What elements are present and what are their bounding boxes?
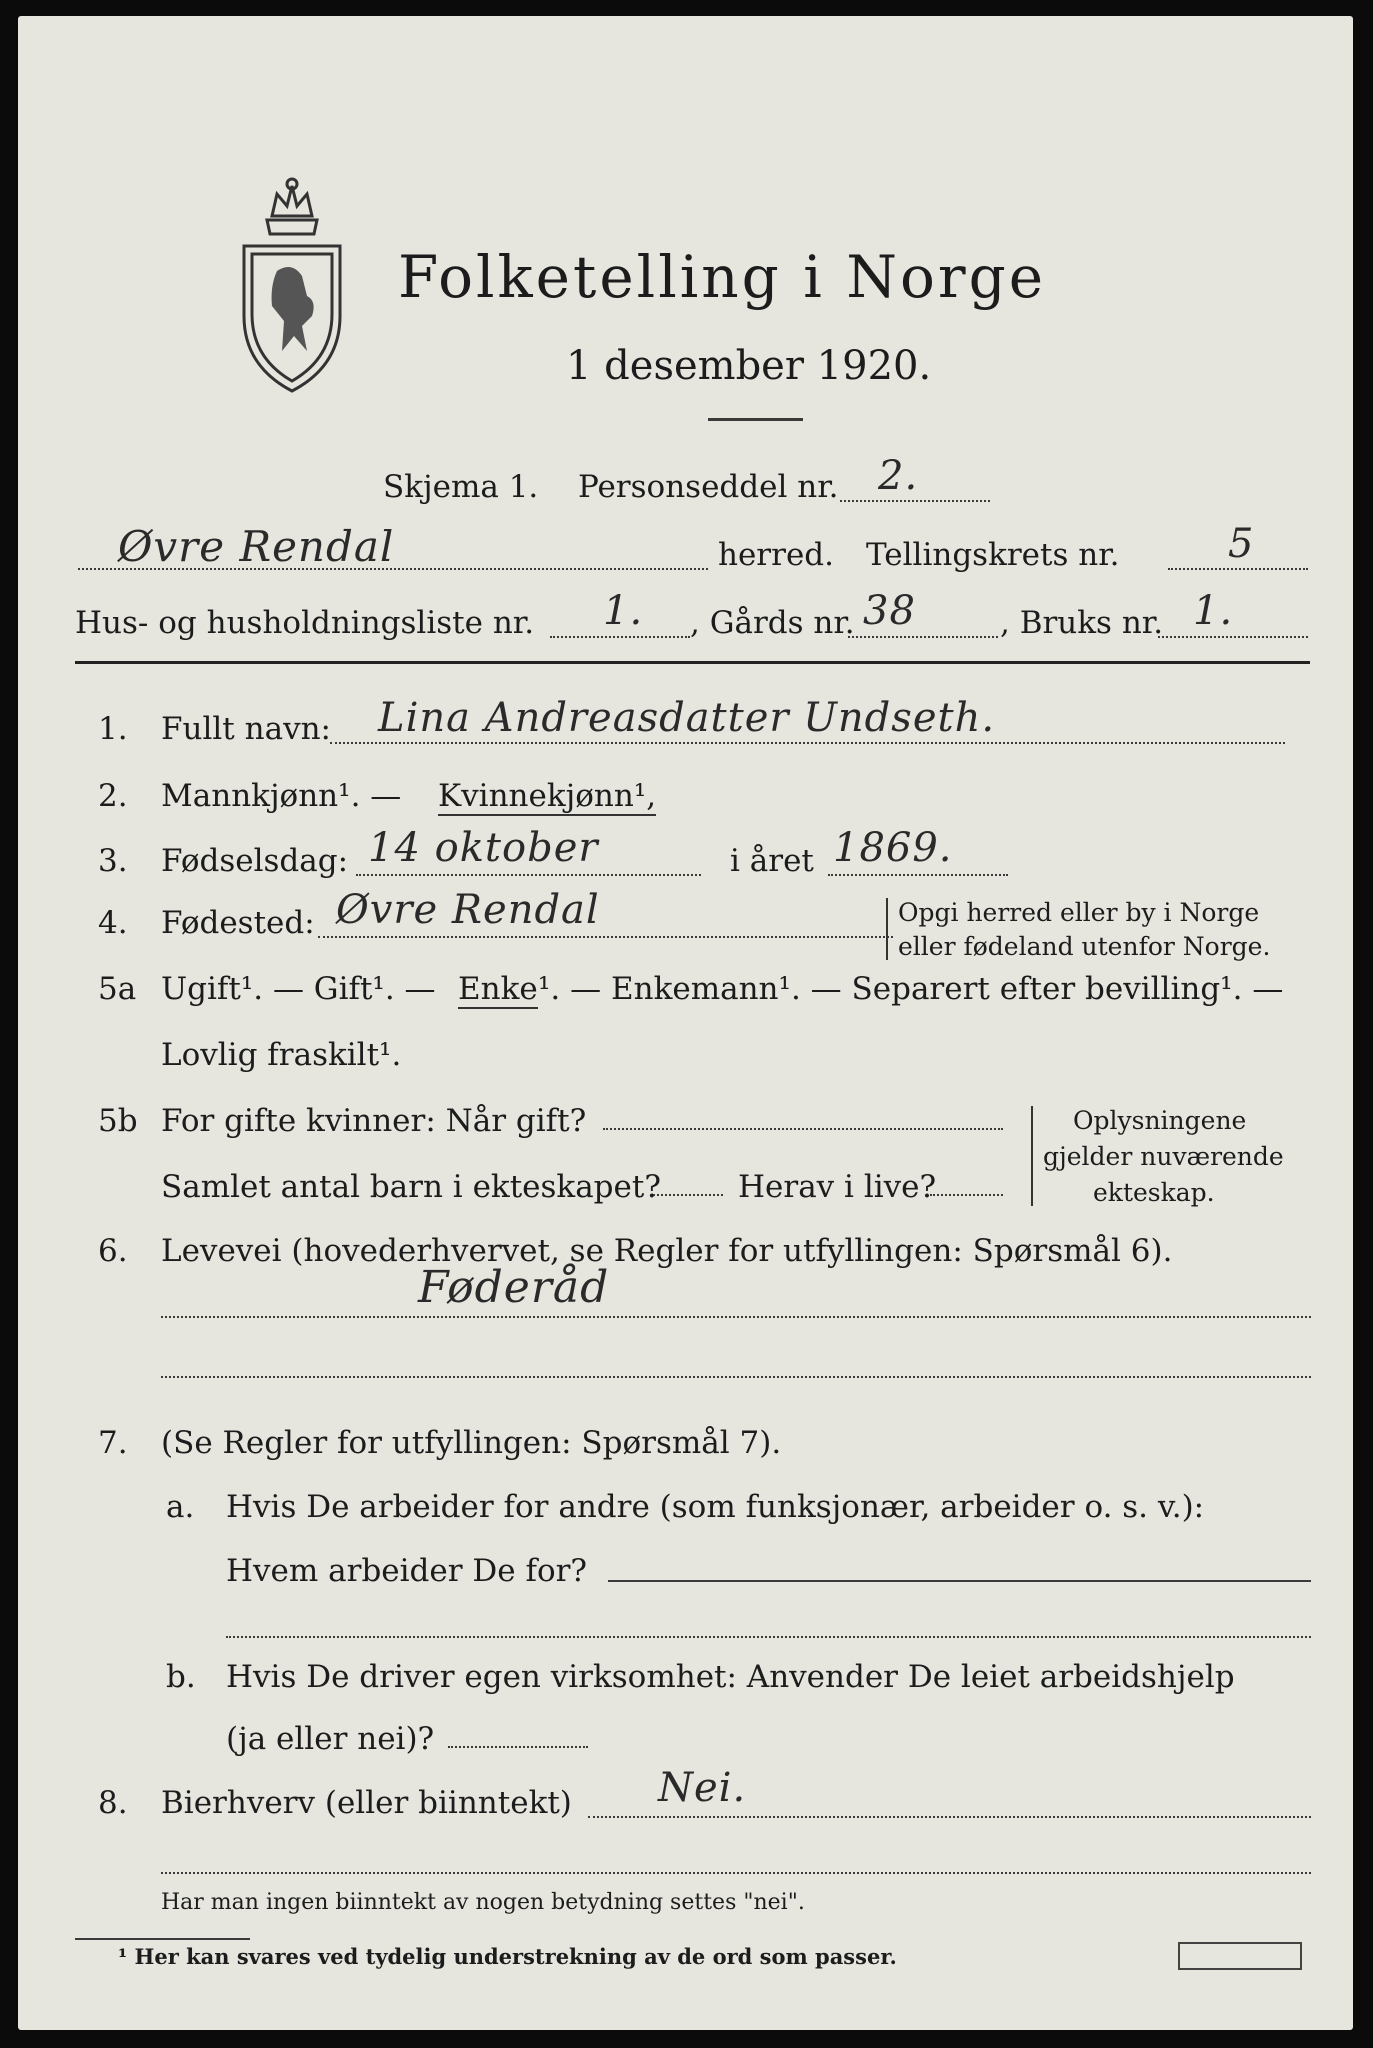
- marital-widow-option[interactable]: Enke: [458, 971, 538, 1007]
- marital-options-rest[interactable]: ¹. — Enkemann¹. — Separert efter bevilling¹. —: [538, 971, 1284, 1007]
- gender-male-option[interactable]: Mannkjønn¹. —: [161, 778, 402, 814]
- employer-field[interactable]: [608, 1580, 1311, 1582]
- side-income-field-2[interactable]: [161, 1872, 1311, 1874]
- bruks-field[interactable]: [1158, 636, 1308, 638]
- living-children-label: Herav i live?: [738, 1169, 937, 1205]
- personseddel-field[interactable]: [840, 500, 990, 502]
- q2-number: 2.: [98, 778, 128, 814]
- gards-value: 38: [863, 588, 916, 634]
- q7-number: 7.: [98, 1425, 128, 1461]
- q8-label: Bierhverv (eller biinntekt): [161, 1785, 572, 1821]
- q6-label: Levevei (hovederhvervet, se Regler for utfyllingen: Spørsmål 6).: [161, 1233, 1173, 1269]
- employer-field-2[interactable]: [226, 1636, 1311, 1638]
- married-when-field[interactable]: [603, 1128, 1003, 1130]
- birthplace-note-1: Opgi herred eller by i Norge: [898, 898, 1260, 927]
- q4-number: 4.: [98, 905, 128, 941]
- full-name-field[interactable]: [330, 742, 1285, 744]
- form-title: Folketelling i Norge: [398, 243, 1047, 311]
- birthday-value: 14 oktober: [368, 825, 599, 871]
- occupation-field-2[interactable]: [161, 1376, 1311, 1378]
- living-children-field[interactable]: [930, 1194, 1003, 1196]
- herred-label: herred.: [718, 537, 834, 573]
- gender-female-option[interactable]: Kvinnekjønn¹,: [438, 778, 657, 814]
- q7b-text-2: (ja eller nei)?: [226, 1721, 435, 1757]
- q4-label: Fødested:: [161, 905, 315, 941]
- birth-year-label: i året: [730, 843, 814, 879]
- tellingskrets-field[interactable]: [1168, 568, 1308, 570]
- herred-value: Øvre Rendal: [118, 522, 395, 571]
- q3-label: Fødselsdag:: [161, 843, 349, 879]
- schema-label: Skjema 1.: [383, 469, 539, 505]
- personseddel-value: 2.: [878, 453, 919, 499]
- full-name-value: Lina Andreasdatter Undseth.: [378, 695, 996, 741]
- marriage-note-1: Oplysningene: [1073, 1106, 1247, 1135]
- birthday-field[interactable]: [356, 874, 701, 876]
- coat-of-arms-icon: [232, 176, 352, 401]
- birthplace-note-2: eller fødeland utenfor Norge.: [898, 932, 1271, 961]
- marriage-note-3: ekteskap.: [1093, 1178, 1215, 1207]
- side-income-value: Nei.: [658, 1765, 747, 1811]
- personseddel-label: Personseddel nr.: [578, 469, 839, 505]
- q1-number: 1.: [98, 711, 128, 747]
- q5a-number: 5a: [98, 971, 137, 1007]
- liste-label: Hus- og husholdningsliste nr.: [75, 605, 535, 641]
- birthplace-value: Øvre Rendal: [336, 887, 600, 933]
- bruks-value: 1.: [1193, 588, 1234, 634]
- q3-number: 3.: [98, 843, 128, 879]
- children-field[interactable]: [653, 1194, 723, 1196]
- header-divider: [75, 661, 1310, 664]
- liste-field[interactable]: [550, 636, 690, 638]
- tellingskrets-label: Tellingskrets nr.: [866, 537, 1120, 573]
- q1-label: Fullt navn:: [161, 711, 331, 747]
- marriage-note-2: gjelder nuværende: [1043, 1142, 1284, 1171]
- q7a-text: Hvis De arbeider for andre (som funksjonær, arbeider o. s. v.):: [226, 1489, 1205, 1525]
- q7b-text: Hvis De driver egen virksomhet: Anvender De leiet arbeidshjelp: [226, 1659, 1235, 1695]
- children-label: Samlet antal barn i ekteskapet?: [161, 1169, 661, 1205]
- occupation-field-1[interactable]: [161, 1316, 1311, 1318]
- marital-divorced-option[interactable]: Lovlig fraskilt¹.: [161, 1037, 402, 1073]
- title-divider: [708, 418, 803, 421]
- marriage-note-brace: [1031, 1106, 1033, 1206]
- side-income-field[interactable]: [588, 1816, 1311, 1818]
- q7-label: (Se Regler for utfyllingen: Spørsmål 7).: [161, 1425, 782, 1461]
- gards-field[interactable]: [848, 636, 998, 638]
- census-date: 1 desember 1920.: [566, 343, 932, 389]
- occupation-value: Føderåd: [418, 1262, 610, 1313]
- hired-help-field[interactable]: [448, 1746, 588, 1748]
- bruks-label: , Bruks nr.: [1000, 605, 1164, 641]
- liste-value: 1.: [603, 588, 644, 634]
- q5b-number: 5b: [98, 1103, 138, 1139]
- side-income-note: Har man ingen biinntekt av nogen betydning settes "nei".: [161, 1890, 805, 1915]
- q7a-letter: a.: [166, 1489, 195, 1525]
- census-form: [18, 16, 1353, 2030]
- birthplace-note-brace: [886, 898, 888, 960]
- birth-year-value: 1869.: [833, 825, 953, 871]
- footnote-divider: [75, 1938, 250, 1940]
- married-when-label: For gifte kvinner: Når gift?: [161, 1103, 587, 1139]
- marital-options-start[interactable]: Ugift¹. — Gift¹. —: [161, 971, 436, 1007]
- q7a-text-2: Hvem arbeider De for?: [226, 1553, 588, 1589]
- gards-label: , Gårds nr.: [690, 605, 855, 641]
- q6-number: 6.: [98, 1233, 128, 1269]
- footnote: ¹ Her kan svares ved tydelig understrekning av de ord som passer.: [118, 1944, 897, 1969]
- tellingskrets-value: 5: [1228, 521, 1255, 567]
- printer-stamp: [1178, 1942, 1302, 1970]
- birth-year-field[interactable]: [828, 874, 1008, 876]
- birthplace-field[interactable]: [318, 936, 893, 938]
- q7b-letter: b.: [166, 1659, 196, 1695]
- q8-number: 8.: [98, 1785, 128, 1821]
